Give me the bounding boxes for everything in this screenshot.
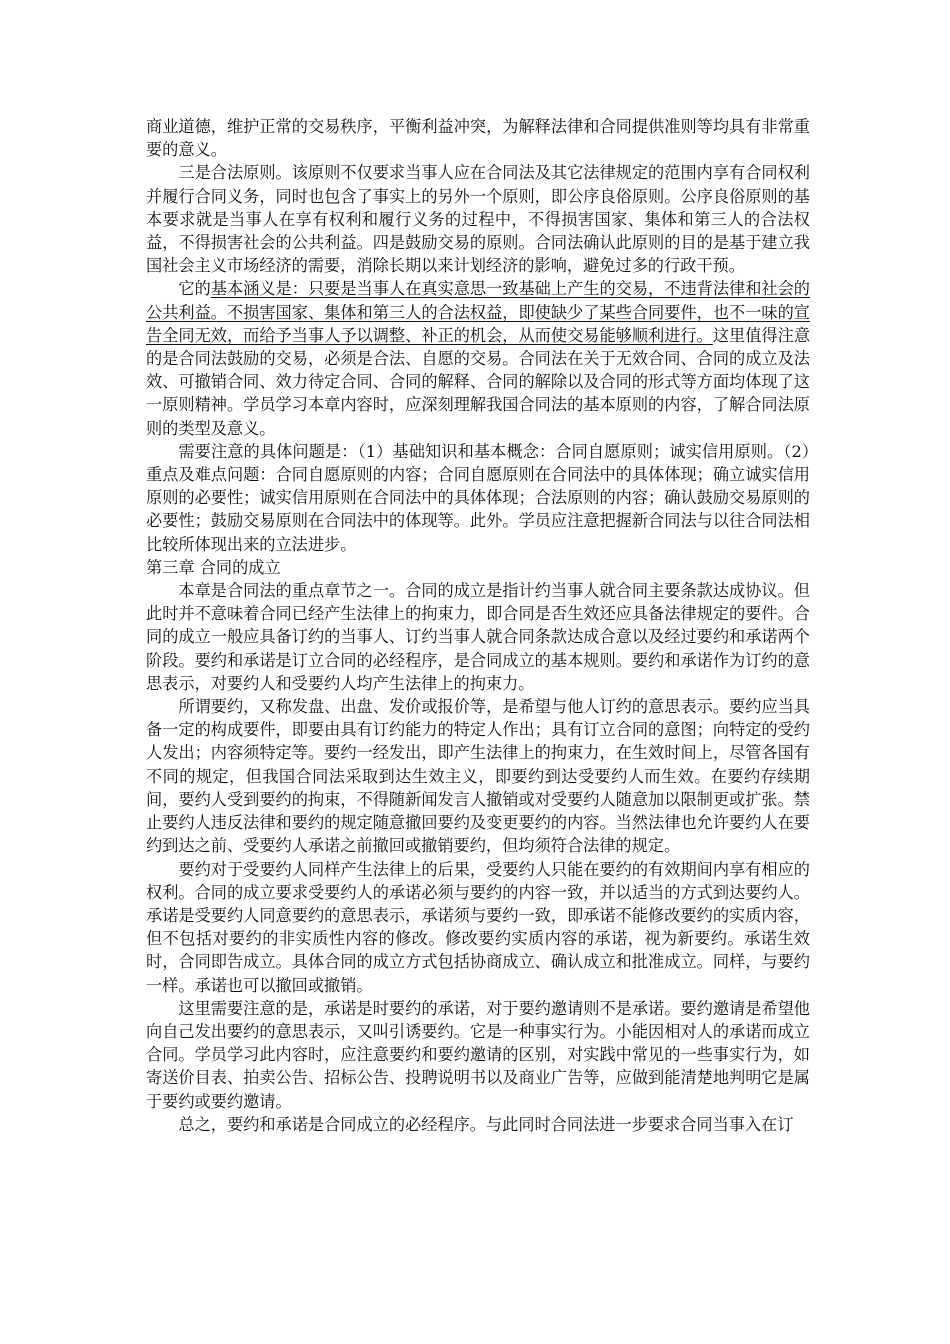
underlined-definition: 基本涵义是：只要是当事人在真实意思一致基础上产生的交易，不违背法律和社会的公共利益。不损害国家、集体和第三人的合法权益，即使缺少了某些合同要件，也不一味的宣告全同无效，而给予当事人予以调整、补正的机会，从而使交易能够顺利进行。 <box>146 279 810 345</box>
paragraph-offer-effect: 要约对于受要约人同样产生法律上的后果，受要约人只能在要约的有效期间内享有相应的权利。合同的成立要求受要约人的承诺必须与要约的内容一致，并以适当的方式到达要约人。承诺是受要约人同意要约的意思表示，承诺须与要约一致，即承诺不能修改要约的实质内容，但不包括对要约的非实质性内容的修改。修改要约实质内容的承诺，视为新要约。承诺生效时，合同即告成立。具体合同的成立方式包括协商成立、确认成立和批准成立。同样，与要约一样。承诺也可以撤回或撤销。 <box>146 859 810 995</box>
paragraph-continuation: 商业道德，维护正常的交易秩序，平衡利益冲突，为解释法律和合同提供准则等均具有非常重要的意义。 <box>146 117 810 160</box>
chapter-heading: 第三章 合同的成立 <box>146 557 281 577</box>
document-body <box>146 115 810 1136</box>
paragraph-offer-invitation: 这里需要注意的是，承诺是时要约的承诺，对于要约邀请则不是承诺。要约邀请是希望他向自己发出要约的意思表示，又叫引诱要约。它是一种事实行为。小能因相对人的承诺而成立合同。学员学习此内容时，应注意要约和要约邀请的区别，对实践中常见的一些事实行为，如寄送价目表、拍卖公告、招标公告、投聘说明书以及商业广告等，应做到能清楚地判明它是属于要约或要约邀请。 <box>146 998 810 1111</box>
paragraph-summary: 总之，要约和承诺是合同成立的必经程序。与此同时合同法进一步要求合同当事入在订 <box>178 1114 794 1134</box>
paragraph-specific-issues: 需要注意的具体问题是：（1）基础知识和基本概念：合同自愿原则；诚实信用原则。（2）重点及难点问题：合同自愿原则的内容；合同自愿原则在合同法中的具体体现；确立诚实信用原则的必要性；诚实信用原则在合同法中的具体体现；合法原则的内容；确认鼓励交易原则的必要性；鼓励交易原则在合同法中的体现等。此外。学员应注意把握新合同法与以往合同法相比较所体现出来的立法进步。 <box>146 441 810 554</box>
paragraph-chapter-intro: 本章是合同法的重点章节之一。合同的成立是指计约当事人就合同主要条款达成协议。但此时并不意味着合同已经产生法律上的拘束力，即合同是否生效还应具备法律规定的要件。合同的成立一般应具备订约的当事人、订约当事人就合同条款达成合意以及经过要约和承诺两个阶段。要约和承诺是订立合同的必经程序，是合同成立的基本规则。要约和承诺作为订约的意思表示，对要约人和受要约人均产生法律上的拘束力。 <box>146 581 810 693</box>
paragraph-offer-definition: 所谓要约，又称发盘、出盘、发价或报价等，是希望与他人订约的意思表示。要约应当具备一定的构成要件，即要由具有订约能力的特定人作出；具有订立合同的意图；向特定的受约人发出；内容须特定等。要约一经发出，即产生法律上的拘束力，在生效时间上，尽管各国有不同的规定，但我国合同法采取到达生效主义，即要约到达受要约人而生效。在要约存续期间，要约人受到要约的拘束，不得随新闻发言人撤销或对受要约人随意加以限制更或扩张。禁止要约人违反法律和要约的规定随意撤回要约及变更要约的内容。当然法律也允许要约人在要约到达之前、受要约人承诺之前撤回或撤销要约，但均须符合法律的规定。 <box>146 697 810 856</box>
paragraph-basic-meaning <box>146 277 810 439</box>
paragraph-basic-meaning-lead: 它的 <box>178 279 211 299</box>
paragraph-basic-meaning-rest: 这里值得注意的是合同法鼓励的交易，必须是合法、自愿的交易。合同法在关于无效合同、合同的成立及法效、可撤销合同、效力待定合同、合同的解释、合同的解除以及合同的形式等方面均体现了这一原则精神。学员学习本章内容时，应深刻理解我国合同法的基本原则的内容，了解合同法原则的类型及意义。 <box>146 325 811 438</box>
paragraph-legality-principle: 三是合法原则。该原则不仅要求当事人应在合同法及其它法律规定的范围内享有合同权利并履行合同义务，同时也包含了事实上的另外一个原则，即公序良俗原则。公序良俗原则的基本要求就是当事人在享有权利和履行义务的过程中，不得损害国家、集体和第三人的合法权益，不得损害社会的公共利益。四是鼓励交易的原则。合同法确认此原则的目的是基于建立我国社会主义市场经济的需要，消除长期以来计划经济的影响，避免过多的行政干预。 <box>146 163 810 276</box>
